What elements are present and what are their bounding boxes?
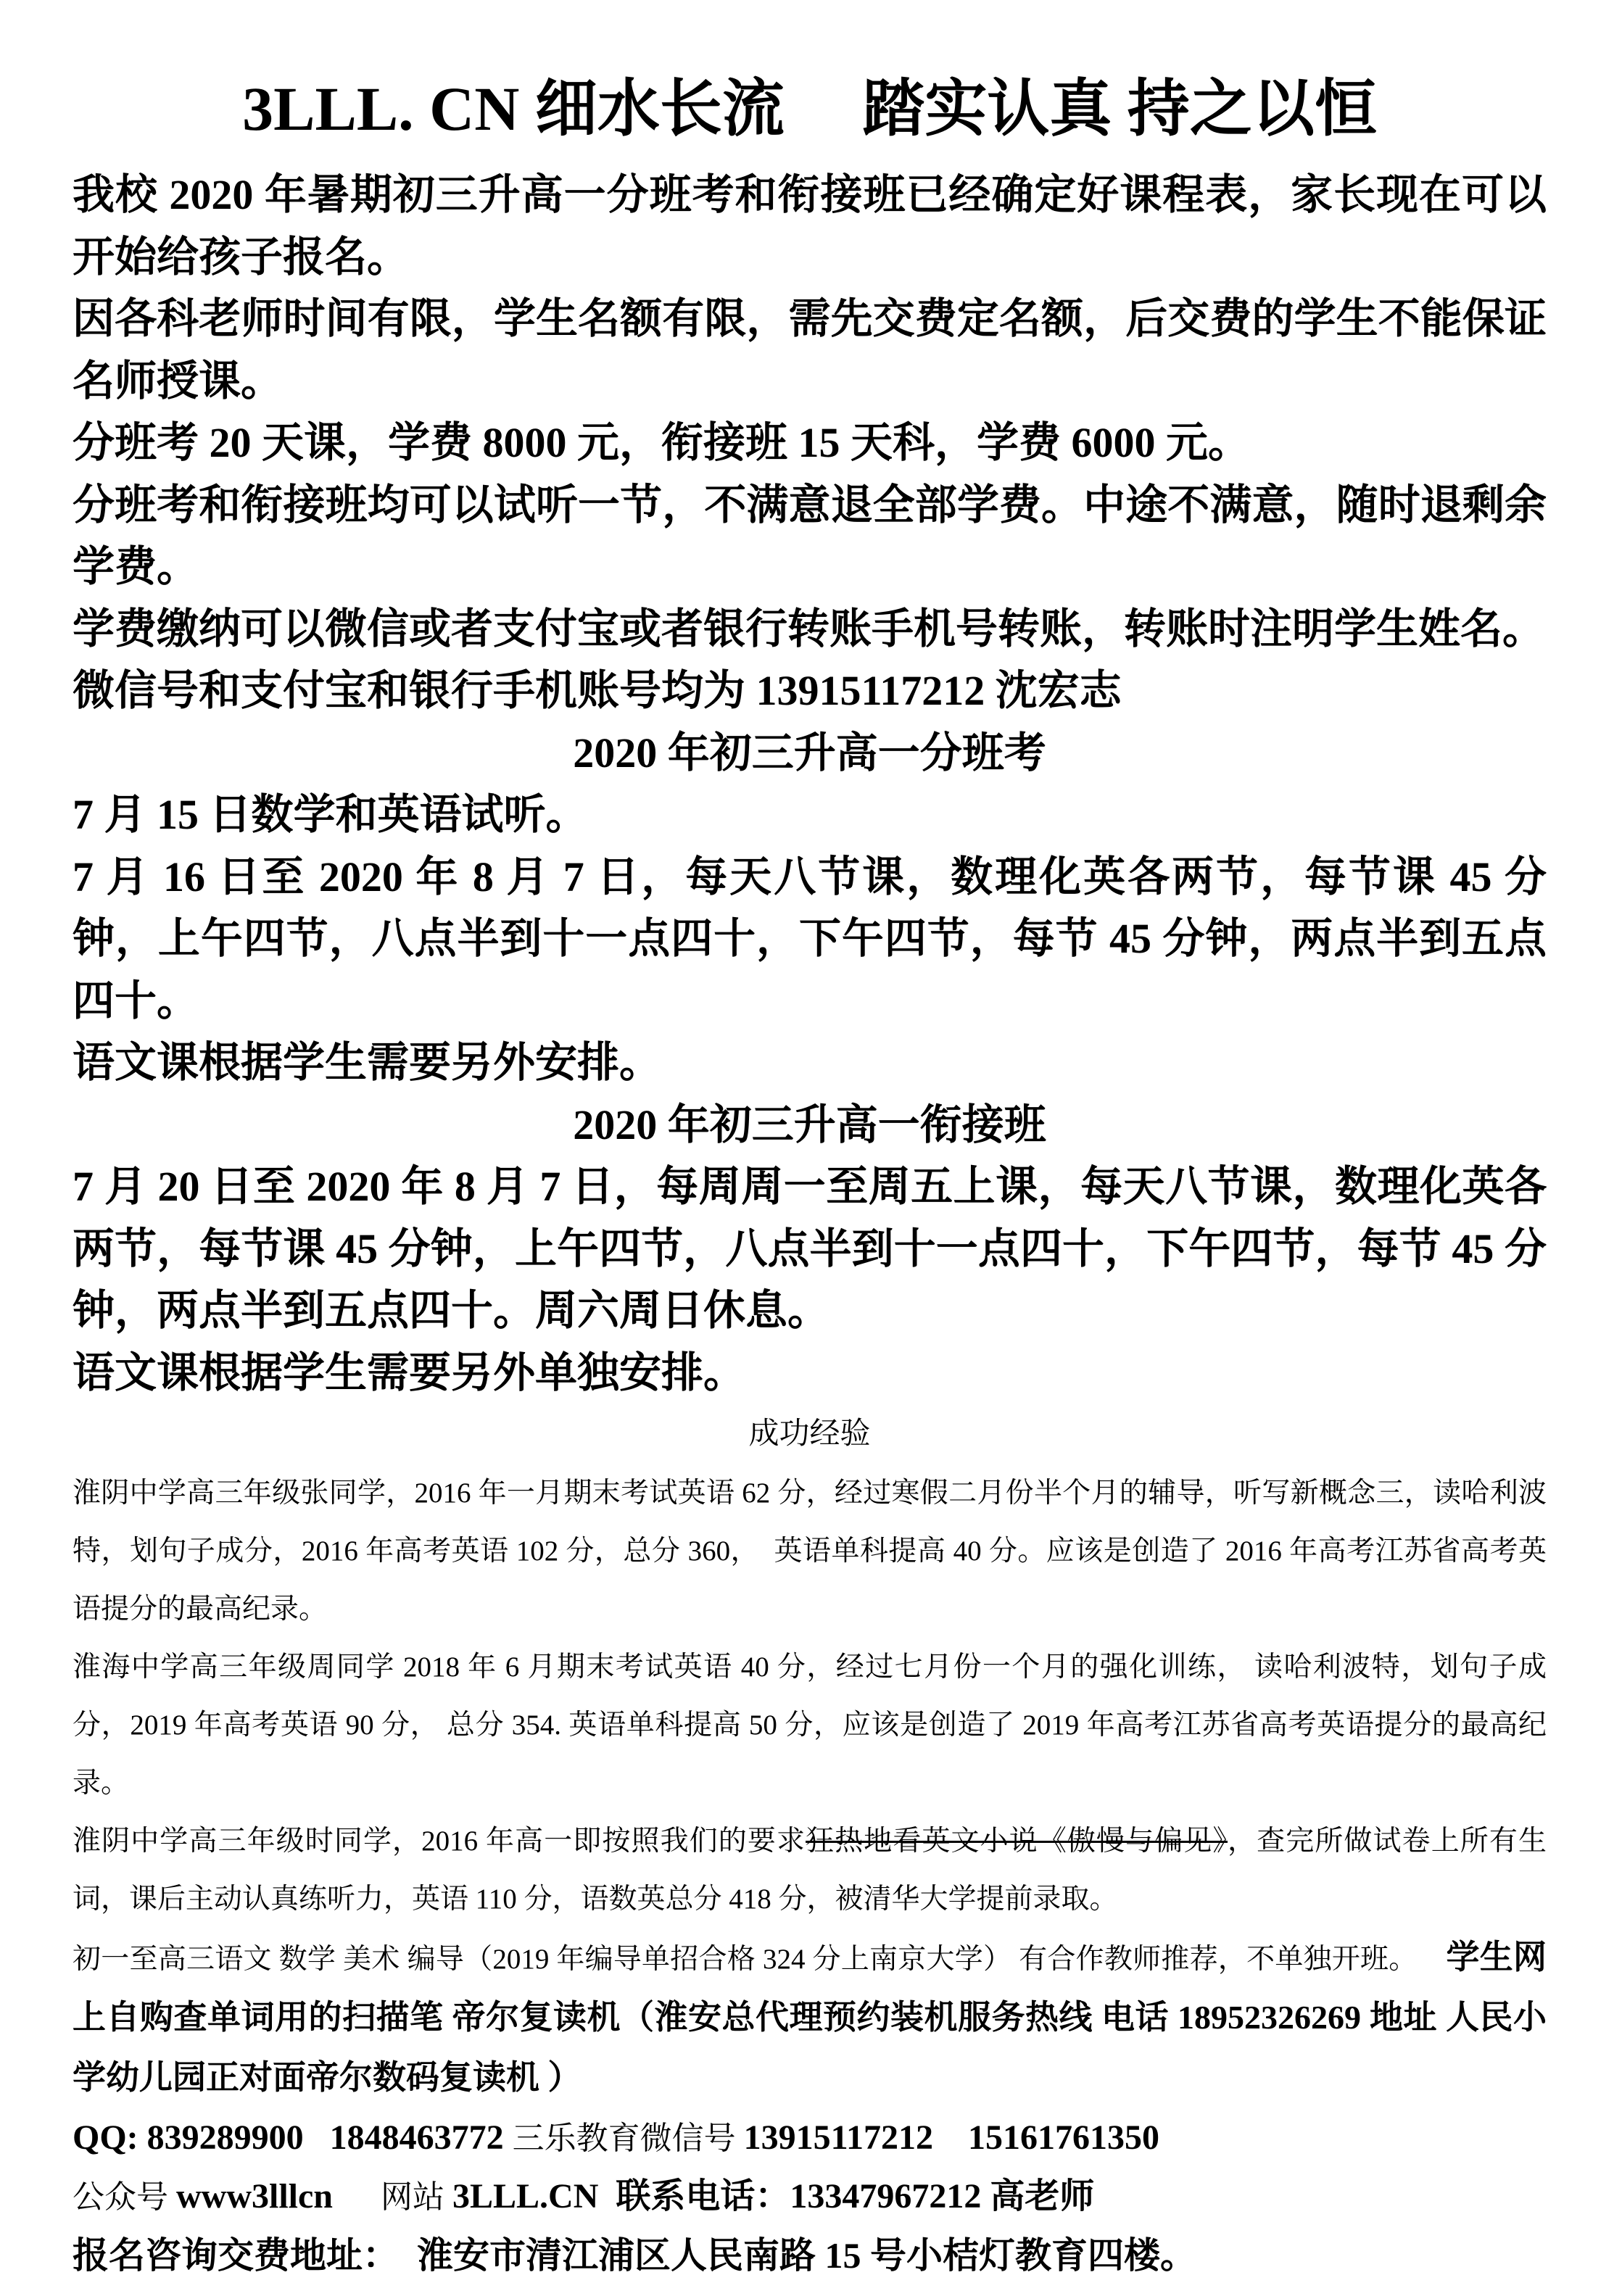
intro-paragraph-5: 学费缴纳可以微信或者支付宝或者银行转账手机号转账，转账时注明学生姓名。 <box>73 605 1545 652</box>
section-heading-bridge-class: 2020 年初三升高一衔接班 <box>573 1101 1046 1148</box>
document-title: 3LLL. CN 细水长流 踏实认真 持之以恒 <box>242 74 1377 144</box>
gap <box>333 2179 381 2215</box>
success-story-3 <box>73 1812 1547 1928</box>
success-story-3-tail: ，查完所做试卷上所有生词，课后主动认真练听力，英语 110 分，语数英总分 418 分，被清华大学提前录取。 <box>73 1825 1547 1915</box>
scanner-pen-bold-note: 学生网上自购查单词用的扫描笔 帝尔复读机（淮安总代理预约装机服务热线 电话 18952326269 地址 人民小学幼儿园正对面帝尔数码复读机 ） <box>73 1939 1547 2096</box>
gongzhonghao-value: www3lllcn <box>176 2177 333 2216</box>
registration-address-line: 报名咨询交费地址： 淮安市清江浦区人民南路 15 号小桔灯教育四楼。 <box>73 2235 1196 2276</box>
wechat-numbers: 13915117212 15161761350 <box>743 2118 1160 2157</box>
other-courses-regular-text: 初一至高三语文 数学 美术 编导（2019 年编导单招合格 324 分上南京大学） 有合作教师推荐，不单独开班。 <box>73 1944 1447 1975</box>
intro-paragraph-4: 分班考和衔接班均可以试听一节，不满意退全部学费。中途不满意，随时退剩余学费。 <box>73 481 1547 590</box>
intro-paragraph-3: 分班考 20 天课，学费 8000 元，衔接班 15 天科，学费 6000 元。 <box>73 419 1251 466</box>
website-phone-line <box>73 2168 1547 2226</box>
website-value: 3LLL.CN <box>452 2177 599 2216</box>
success-story-2: 淮海中学高三年级周同学 2018 年 6 月期末考试英语 40 分，经过七月份一个月的强化训练， 读哈利波特，划句子成分，2019 年高考英语 90 分， 总分 354. 英语单科提高 50 分，应该是创造了 2019 年高考江苏省高考英语提分的最高纪录。 <box>73 1651 1547 1799</box>
section-heading-placement-exam: 2020 年初三升高一分班考 <box>573 729 1046 776</box>
qq-wechat-line <box>73 2109 1547 2168</box>
intro-paragraph-1: 我校 2020 年暑期初三升高一分班考和衔接班已经确定好课程表，家长现在可以开始给孩子报名。 <box>73 171 1547 281</box>
bridge-class-paragraph-2: 语文课根据学生需要另外单独安排。 <box>73 1348 746 1396</box>
intro-paragraph-6: 微信号和支付宝和银行手机账号均为 13915117212 沈宏志 <box>73 667 1122 714</box>
success-stories-heading: 成功经验 <box>748 1417 871 1451</box>
gongzhonghao-label: 公众号 <box>73 2179 176 2215</box>
intro-paragraph-2: 因各科老师时间有限，学生名额有限，需先交费定名额，后交费的学生不能保证名师授课。 <box>73 295 1547 405</box>
success-story-1: 淮阴中学高三年级张同学，2016 年一月期末考试英语 62 分，经过寒假二月份半个月的辅导，听写新概念三，读哈利波特，划句子成分，2016 年高考英语 102 分，总分 360， 英语单科提高 40 分。应该是创造了 2016 年高考江苏省高考英语提分的最高纪录。 <box>73 1478 1547 1625</box>
strikethrough-text: 狂热地看英文小说《傲慢与偏见》 <box>806 1825 1228 1857</box>
placement-exam-paragraph-2: 7 月 16 日至 2020 年 8 月 7 日，每天八节课，数理化英各两节，每节课 45 分钟，上午四节，八点半到十一点四十，下午四节，每节 45 分钟，两点半到五点四十。 <box>73 853 1547 1024</box>
bridge-class-paragraph-1: 7 月 20 日至 2020 年 8 月 7 日，每周周一至周五上课，每天八节课，数理化英各两节，每节课 45 分钟，上午四节，八点半到十一点四十，下午四节，每节 45 分钟，两点半到五点四十。周六周日休息。 <box>73 1163 1547 1334</box>
placement-exam-paragraph-1: 7 月 15 日数学和英语试听。 <box>73 791 588 838</box>
qq-numbers: QQ: 839289900 1848463772 <box>73 2118 513 2157</box>
website-label: 网站 <box>381 2179 452 2215</box>
wechat-label: 三乐教育微信号 <box>512 2121 744 2156</box>
other-courses-note <box>73 1928 1547 2109</box>
success-story-3-text: 淮阴中学高三年级时同学，2016 年高一即按照我们的要求 <box>73 1825 806 1857</box>
phone-number: 联系电话：13347967212 高老师 <box>616 2177 1095 2216</box>
gap <box>598 2177 616 2216</box>
placement-exam-paragraph-3: 语文课根据学生需要另外安排。 <box>73 1039 662 1086</box>
